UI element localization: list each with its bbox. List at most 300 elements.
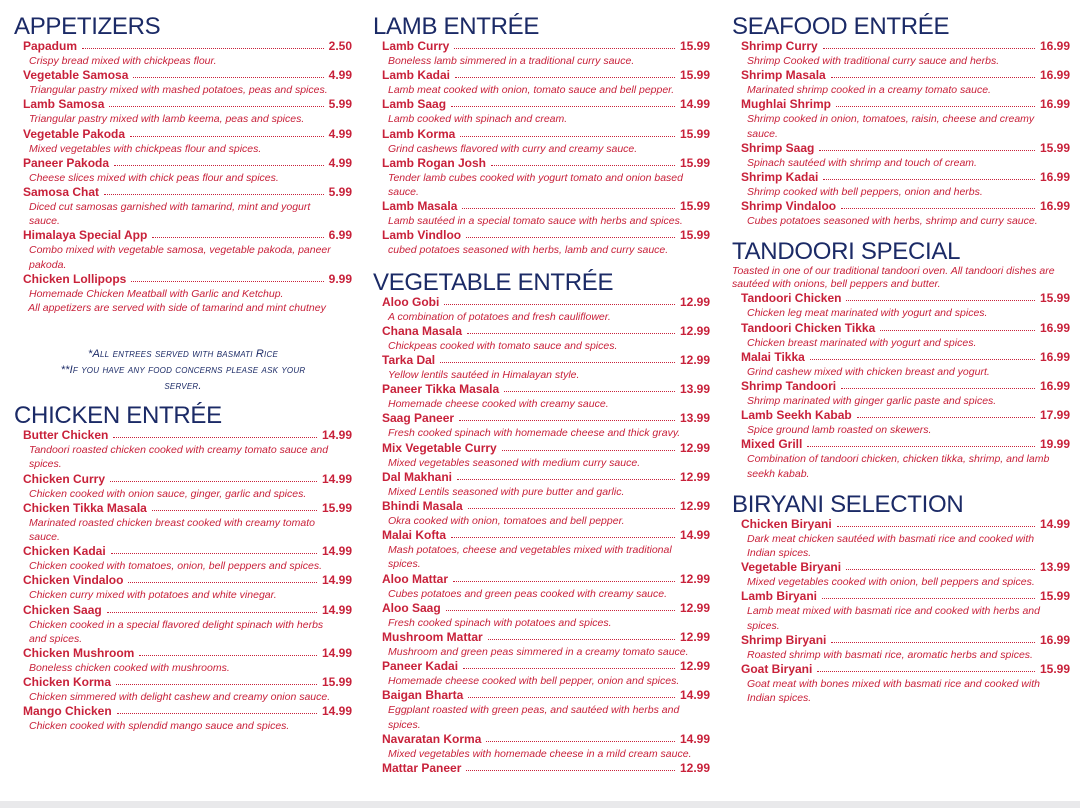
appetizers-list [14, 39, 352, 301]
menu-item-name: Paneer Kadai [382, 659, 459, 674]
menu-item-price: 14.99 [679, 688, 710, 703]
menu-item-description: Cubes potatoes and green peas cooked with creamy sauce. [388, 587, 668, 600]
menu-item-price: 16.99 [1039, 68, 1070, 83]
dot-leader [504, 382, 675, 392]
menu-item-name: Chicken Curry [23, 471, 106, 486]
menu-item-description: Lamb meat cooked with onion, tomato sauce and bell pepper. [388, 84, 675, 97]
menu-item [382, 156, 710, 199]
chicken-list [14, 428, 352, 733]
menu-item-line [382, 199, 710, 214]
menu-item-line [382, 156, 710, 171]
dot-leader [440, 353, 675, 363]
menu-item-price: 14.99 [321, 602, 352, 617]
menu-item [382, 382, 710, 411]
menu-item-name: Chicken Korma [23, 675, 112, 690]
menu-item-price: 4.99 [328, 126, 352, 141]
menu-item-price: 14.99 [321, 428, 352, 443]
menu-item-name: Chicken Vindaloo [23, 573, 124, 588]
menu-item [741, 291, 1070, 320]
menu-item-line [741, 379, 1070, 394]
menu-item-description: Spice ground lamb roasted on skewers. [747, 424, 932, 437]
dot-leader [457, 470, 675, 480]
menu-item-description: Triangular pastry mixed with mashed potatoes, peas and spices. [29, 84, 328, 97]
menu-item-price: 15.99 [321, 500, 352, 515]
menu-item-price: 4.99 [328, 68, 352, 83]
menu-item-line [382, 228, 710, 243]
menu-item [23, 39, 352, 68]
menu-item-name: Lamb Vindloo [382, 228, 462, 243]
menu-item-price: 15.99 [1039, 291, 1070, 306]
menu-item-line [382, 127, 710, 142]
menu-item-line [382, 688, 710, 703]
dot-leader [82, 39, 324, 49]
menu-item [23, 704, 352, 733]
menu-item-price: 12.99 [679, 761, 710, 776]
menu-item [23, 156, 352, 185]
menu-item-price: 14.99 [321, 704, 352, 719]
menu-item-name: Mushroom Mattar [382, 630, 483, 645]
menu-item-price: 4.99 [328, 155, 352, 170]
menu-item [382, 295, 710, 324]
dot-leader [467, 324, 675, 334]
menu-item-line [741, 662, 1070, 677]
menu-item-description: Grind cashews flavored with curry and creamy sauce. [388, 142, 638, 155]
menu-item-line [741, 170, 1070, 185]
menu-item-line [741, 350, 1070, 365]
menu-item [382, 228, 710, 257]
menu-item-description: Combination of tandoori chicken, chicken tikka, shrimp, and lamb seekh kabab. [747, 453, 1050, 480]
menu-item [382, 659, 710, 688]
menu-item [741, 141, 1070, 170]
menu-item-price: 16.99 [1039, 379, 1070, 394]
menu-item-line [741, 589, 1070, 604]
menu-item [741, 199, 1070, 228]
menu-item-price: 13.99 [679, 411, 710, 426]
dot-leader [139, 646, 317, 656]
menu-item-name: Chicken Biryani [741, 516, 832, 531]
dot-leader [491, 156, 675, 166]
menu-item-price: 15.99 [679, 68, 710, 83]
menu-item-price: 14.99 [321, 471, 352, 486]
menu-item-line [382, 761, 710, 776]
menu-item-name: Saag Paneer [382, 411, 455, 426]
menu-item-description: Chicken cooked in a special flavored delight spinach with herbs and spices. [29, 618, 324, 645]
dot-leader [133, 68, 323, 78]
menu-item-price: 14.99 [321, 646, 352, 661]
dot-leader [463, 659, 675, 669]
dot-leader [468, 688, 675, 698]
menu-item-name: Mango Chicken [23, 704, 112, 719]
menu-item-name: Chicken Mushroom [23, 646, 135, 661]
menu-item-line [23, 472, 352, 487]
menu-item-name: Lamb Biryani [741, 589, 818, 604]
menu-item [23, 573, 352, 602]
menu-item-price: 14.99 [321, 573, 352, 588]
menu-item-description: Dark meat chicken sautéed with basmati rice and cooked with Indian spices. [747, 532, 1035, 560]
menu-item-price: 16.99 [1039, 632, 1070, 647]
menu-item-line [741, 408, 1070, 423]
menu-item [382, 630, 710, 659]
dot-leader [857, 408, 1035, 418]
dot-leader [819, 141, 1035, 151]
menu-item-line [741, 321, 1070, 336]
menu-item-price: 15.99 [679, 39, 710, 53]
tandoori-list [732, 291, 1070, 480]
menu-item-name: Dal Makhani [382, 469, 453, 484]
menu-item [23, 68, 352, 97]
served-note-line1: *All entrees served with basmati Rice [88, 348, 278, 361]
menu-item [382, 441, 710, 470]
menu-item [23, 472, 352, 501]
menu-item-line [741, 39, 1070, 54]
menu-item-price: 13.99 [1039, 560, 1070, 575]
menu-item [741, 633, 1070, 662]
menu-item [23, 646, 352, 675]
seafood-list [732, 39, 1070, 228]
section-title-appetizers: APPETIZERS [14, 13, 161, 40]
menu-item-price: 16.99 [1039, 320, 1070, 335]
menu-item-price: 12.99 [679, 294, 710, 309]
menu-item-price: 13.99 [679, 382, 710, 397]
menu-item-description: Chicken leg meat marinated with yogurt and spices. [747, 307, 988, 320]
biryani-list [732, 517, 1070, 706]
menu-item-name: Chicken Tikka Masala [23, 500, 147, 515]
menu-item-name: Chicken Saag [23, 602, 102, 617]
menu-item-name: Mix Vegetable Curry [382, 440, 497, 455]
menu-item [382, 499, 710, 528]
menu-item-name: Lamb Masala [382, 199, 458, 214]
menu-item-description: Diced cut samosas garnished with tamarind, mint and yogurt sauce. [29, 201, 311, 228]
menu-item-price: 16.99 [1039, 39, 1070, 53]
menu-item-name: Lamb Saag [382, 97, 447, 112]
menu-item-description: Homemade Chicken Meatball with Garlic and Ketchup. [29, 287, 284, 300]
dot-leader [846, 291, 1035, 301]
menu-item-name: Lamb Rogan Josh [382, 155, 487, 170]
menu-item-line [741, 517, 1070, 532]
menu-item-price: 15.99 [679, 126, 710, 141]
menu-item-description: Shrimp Cooked with traditional curry sauce and herbs. [747, 55, 1000, 67]
menu-item [382, 127, 710, 156]
menu-item-description: Tandoori roasted chicken cooked with creamy tomato sauce and spices. [29, 444, 329, 471]
dot-leader [451, 528, 675, 538]
menu-item-name: Samosa Chat [23, 185, 100, 200]
menu-item [23, 603, 352, 646]
menu-item-price: 15.99 [1039, 662, 1070, 677]
menu-item-name: Malai Tikka [741, 349, 805, 364]
menu-item-name: Chana Masala [382, 323, 463, 338]
menu-item [382, 324, 710, 353]
menu-item-description: Mushroom and green peas simmered in a creamy tomato sauce. [388, 646, 689, 659]
menu-item-price: 5.99 [328, 185, 352, 200]
menu-item-price: 14.99 [1039, 516, 1070, 531]
menu-item-price: 15.99 [321, 675, 352, 690]
menu-item-line [382, 499, 710, 514]
page-bottom-edge [0, 801, 1080, 808]
dot-leader [111, 544, 317, 554]
menu-item [741, 379, 1070, 408]
menu-item-line [382, 572, 710, 587]
menu-item-price: 16.99 [1039, 199, 1070, 214]
menu-item [382, 601, 710, 630]
menu-item-name: Papadum [23, 39, 78, 53]
menu-item-description: A combination of potatoes and fresh cauliflower. [388, 310, 611, 323]
menu-item-line [741, 199, 1070, 214]
menu-item [741, 408, 1070, 437]
menu-item-price: 6.99 [328, 228, 352, 243]
dot-leader [104, 185, 324, 195]
menu-item [23, 97, 352, 126]
dot-leader [110, 472, 317, 482]
menu-item-line [23, 68, 352, 83]
menu-item-line [23, 704, 352, 719]
menu-item-price: 16.99 [1039, 97, 1070, 112]
menu-item-description: Spinach sautéed with shrimp and touch of cream. [747, 156, 977, 169]
dot-leader [841, 199, 1035, 209]
menu-item [382, 353, 710, 382]
dot-leader [128, 573, 317, 583]
menu-item [23, 228, 352, 271]
menu-item [382, 761, 710, 776]
menu-item-name: Shrimp Biryani [741, 632, 827, 647]
menu-item-description: Shrimp cooked in onion, tomatoes, raisin, cheese and creamy sauce. [747, 113, 1035, 140]
menu-item [382, 39, 710, 68]
dot-leader [831, 68, 1035, 78]
menu-item-price: 12.99 [679, 440, 710, 455]
menu-item-name: Paneer Tikka Masala [382, 382, 500, 397]
menu-item-name: Butter Chicken [23, 428, 109, 443]
dot-leader [831, 633, 1035, 643]
menu-item-description: Mixed vegetables with homemade cheese in a mild cream sauce. [388, 747, 692, 760]
dot-leader [468, 499, 675, 509]
dot-leader [880, 321, 1035, 331]
menu-item-name: Mattar Paneer [382, 761, 462, 776]
menu-item-price: 15.99 [679, 199, 710, 214]
menu-item-description: Chickpeas cooked with tomato sauce and spices. [388, 339, 618, 352]
menu-item-name: Vegetable Pakoda [23, 126, 126, 141]
menu-item-name: Vegetable Samosa [23, 68, 129, 83]
menu-item-line [23, 127, 352, 142]
menu-item-name: Aloo Mattar [382, 571, 448, 586]
menu-item-description: Lamb meat mixed with basmati rice and cooked with herbs and spices. [747, 605, 1040, 632]
menu-item-line [382, 528, 710, 543]
menu-item-price: 12.99 [679, 659, 710, 674]
menu-item-name: Himalaya Special App [23, 228, 148, 243]
vegetable-list [373, 295, 710, 776]
menu-item [23, 428, 352, 471]
menu-item-description: Chicken cooked with tomatoes, onion, bell peppers and spices. [29, 560, 323, 573]
menu-item-description: Okra cooked with onion, tomatoes and bell pepper. [388, 515, 625, 528]
menu-item-line [23, 573, 352, 588]
menu-item-line [382, 601, 710, 616]
menu-item-price: 12.99 [679, 499, 710, 514]
menu-item [741, 662, 1070, 705]
menu-item [382, 411, 710, 440]
menu-item-price: 12.99 [679, 600, 710, 615]
menu-item-description: Fresh cooked spinach with homemade cheese and thick gravy. [388, 427, 681, 440]
section-title-seafood: SEAFOOD ENTRÉE [732, 13, 950, 40]
menu-item-name: Mughlai Shrimp [741, 97, 831, 112]
menu-item-line [382, 295, 710, 310]
served-note [14, 346, 352, 394]
dot-leader [459, 411, 675, 421]
dot-leader [453, 572, 675, 582]
dot-leader [152, 228, 323, 238]
menu-item-name: Paneer Pakoda [23, 155, 110, 170]
menu-item-price: 15.99 [679, 228, 710, 243]
menu-item-name: Tandoori Chicken Tikka [741, 320, 876, 335]
menu-item [382, 528, 710, 571]
dot-leader [822, 589, 1035, 599]
menu-item-description: Eggplant roasted with green peas, and sautéed with herbs and spices. [388, 704, 680, 731]
dot-leader [823, 170, 1035, 180]
menu-item-line [741, 437, 1070, 452]
menu-item-line [382, 39, 710, 54]
menu-item-price: 2.50 [328, 39, 352, 53]
menu-item-name: Lamb Seekh Kabab [741, 408, 852, 423]
appetizers-footnote: All appetizers are served with side of tamarind and mint chutney [28, 302, 326, 315]
menu-item-description: Lamb cooked with spinach and cream. [388, 113, 568, 126]
menu-item-description: Mixed vegetables seasoned with medium curry sauce. [388, 456, 641, 469]
menu-item-line [382, 324, 710, 339]
menu-item [23, 185, 352, 228]
menu-item-price: 14.99 [679, 97, 710, 112]
menu-item-description: Yellow lentils sautéed in Himalayan style. [388, 369, 580, 382]
menu-item-price: 12.99 [679, 323, 710, 338]
menu-item-line [741, 68, 1070, 83]
menu-item-line [23, 97, 352, 112]
dot-leader [113, 428, 317, 438]
menu-column-left [14, 0, 352, 734]
menu-item-description: Fresh cooked spinach with potatoes and spices. [388, 616, 612, 629]
dot-leader [131, 272, 323, 282]
menu-item-price: 12.99 [679, 571, 710, 586]
menu-item-description: Goat meat with bones mixed with basmati rice and cooked with Indian spices. [747, 678, 1040, 705]
menu-item-description: Homemade cheese cooked with creamy sauce. [388, 398, 609, 411]
menu-item [382, 97, 710, 126]
menu-item-description: Chicken simmered with delight cashew and creamy onion sauce. [29, 691, 331, 704]
menu-item [382, 68, 710, 97]
menu-item-description: Marinated shrimp cooked in a creamy tomato sauce. [747, 84, 991, 97]
dot-leader [152, 501, 317, 511]
menu-item-price: 15.99 [1039, 140, 1070, 155]
dot-leader [823, 39, 1035, 49]
menu-item-price: 12.99 [679, 469, 710, 484]
menu-item-description: Mixed vegetables with chickpeas flour and spices. [29, 142, 262, 155]
menu-item-description: Mixed Lentils seasoned with pure butter and garlic. [388, 485, 625, 498]
menu-item-description: Chicken curry mixed with potatoes and white vinegar. [29, 589, 277, 602]
menu-item-price: 15.99 [1039, 589, 1070, 604]
dot-leader [841, 379, 1035, 389]
menu-item [741, 68, 1070, 97]
menu-item [23, 544, 352, 573]
menu-item-line [23, 544, 352, 559]
menu-item-line [741, 633, 1070, 648]
section-title-tandoori: TANDOORI SPECIAL [732, 238, 961, 266]
dot-leader [486, 732, 675, 742]
menu-item-name: Baigan Bharta [382, 688, 464, 703]
menu-item-line [382, 353, 710, 368]
menu-item-price: 14.99 [679, 528, 710, 543]
menu-item-name: Navaratan Korma [382, 731, 482, 746]
menu-item [382, 732, 710, 761]
dot-leader [488, 630, 675, 640]
menu-item [741, 517, 1070, 560]
menu-item [382, 572, 710, 601]
menu-item-name: Shrimp Tandoori [741, 379, 837, 394]
menu-item-price: 14.99 [321, 544, 352, 559]
menu-item-name: Shrimp Vindaloo [741, 199, 837, 214]
menu-item-price: 19.99 [1039, 437, 1070, 452]
menu-item-line [23, 228, 352, 243]
menu-item-description: Crispy bread mixed with chickpeas flour. [29, 55, 217, 67]
menu-item-description: Chicken cooked with splendid mango sauce and spices. [29, 720, 290, 733]
menu-item [741, 321, 1070, 350]
menu-item-name: Goat Biryani [741, 662, 813, 677]
menu-item-description: Cheese slices mixed with chick peas flour and spices. [29, 171, 279, 184]
section-title-vegetable: VEGETABLE ENTRÉE [373, 268, 614, 296]
dot-leader [107, 603, 317, 613]
menu-item-description: Triangular pastry mixed with lamb keema, peas and spices. [29, 113, 305, 126]
dot-leader [454, 39, 675, 49]
menu-item [23, 272, 352, 301]
menu-item [741, 39, 1070, 68]
dot-leader [114, 156, 324, 166]
menu-item-description: Grind cashew mixed with chicken breast and yogurt. [747, 365, 990, 378]
dot-leader [451, 97, 675, 107]
menu-item-line [382, 659, 710, 674]
menu-item-description: Homemade cheese cooked with bell pepper, onion and spices. [388, 675, 680, 688]
menu-item-name: Shrimp Curry [741, 39, 818, 53]
menu-item-name: Vegetable Biryani [741, 560, 842, 575]
dot-leader [444, 295, 675, 305]
dot-leader [130, 127, 324, 137]
dot-leader [466, 761, 675, 771]
menu-item-line [23, 272, 352, 287]
menu-item-line [382, 441, 710, 456]
menu-item-name: Chicken Kadai [23, 544, 106, 559]
dot-leader [446, 601, 675, 611]
menu-item-description: Shrimp cooked with bell peppers, onion and herbs. [747, 186, 983, 199]
dot-leader [462, 199, 675, 209]
menu-column-middle [373, 0, 710, 776]
menu-item [741, 350, 1070, 379]
menu-item-line [382, 732, 710, 747]
menu-item-name: Tarka Dal [382, 353, 436, 368]
menu-item-line [23, 428, 352, 443]
menu-item-line [23, 646, 352, 661]
menu-item-name: Lamb Curry [382, 39, 450, 53]
menu-item-price: 5.99 [328, 97, 352, 112]
menu-item-line [382, 97, 710, 112]
menu-item-line [382, 411, 710, 426]
menu-item-name: Lamb Kadai [382, 68, 451, 83]
menu-item-name: Chicken Lollipops [23, 271, 127, 286]
menu-item-name: Mixed Grill [741, 437, 803, 452]
menu-item-description: Cubes potatoes seasoned with herbs, shrimp and curry sauce. [747, 215, 1038, 228]
menu-item-name: Lamb Samosa [23, 97, 105, 112]
menu-item-description: Chicken breast marinated with yogurt and spices. [747, 336, 977, 349]
menu-column-right [732, 0, 1070, 705]
menu-item-line [741, 560, 1070, 575]
menu-item-price: 12.99 [679, 353, 710, 368]
menu-item [741, 97, 1070, 140]
menu-item-name: Shrimp Masala [741, 68, 826, 83]
menu-item-description: Lamb sautéed in a special tomato sauce with herbs and spices. [388, 215, 683, 228]
served-note-line2: **If you have any food concerns please ask your [60, 364, 306, 377]
menu-item [23, 127, 352, 156]
lamb-list [373, 39, 710, 258]
menu-item-price: 17.99 [1039, 408, 1070, 423]
